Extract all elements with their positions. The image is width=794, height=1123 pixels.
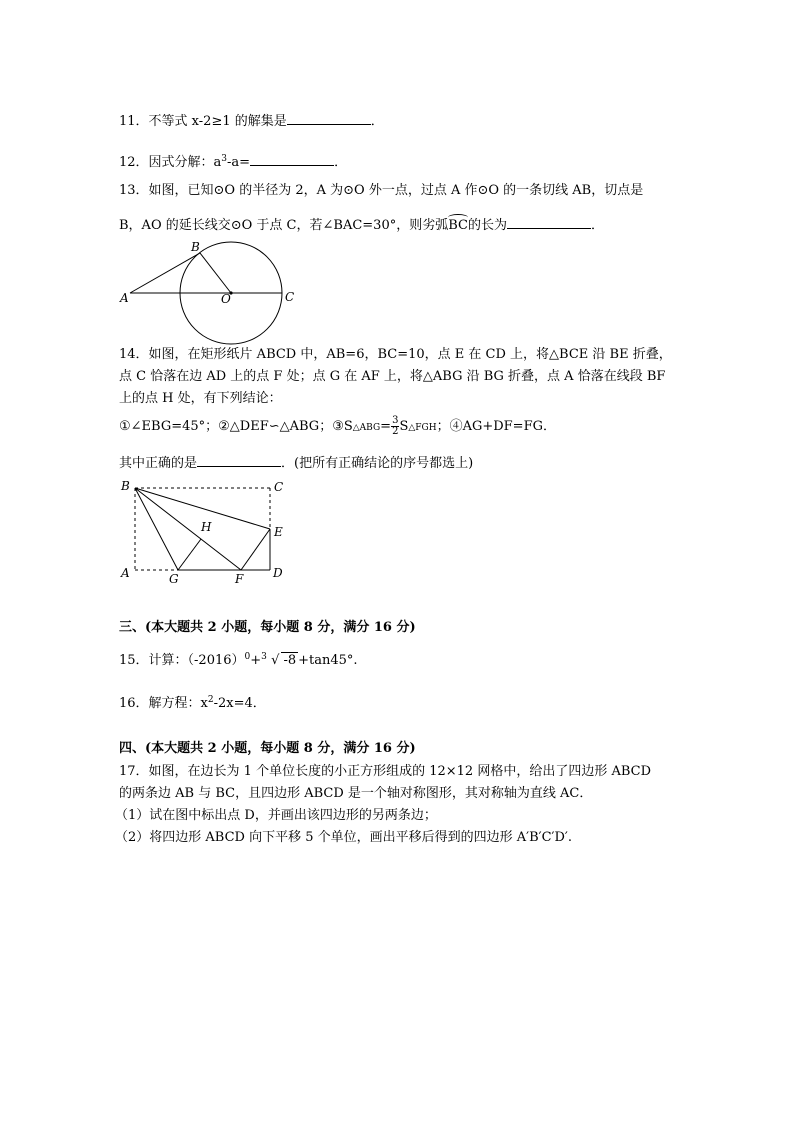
q12-exponent: 3 [221,154,228,164]
question-14-answer [119,452,473,473]
question-12 [119,150,347,172]
q14-s2: S [399,419,409,434]
segment-gh [178,539,201,570]
segment-fe [241,529,270,570]
q15-prefix: 15．计算：（-2016） [119,653,245,668]
q14-sub1: △ABG [352,423,381,433]
question-13-line1: 13．如图，已知⊙O 的半径为 2，A 为⊙O 外一点，过点 A 作⊙O 的一条切线 AB，切点是 [119,183,644,198]
q11-answer-blank[interactable] [287,110,371,125]
label-c: C [274,480,284,494]
q16-prefix: 16．解方程：x [119,696,208,711]
question-16 [119,691,266,713]
question-14-conclusions [119,416,556,439]
q12-end: ． [334,155,348,170]
question-13-line2 [119,214,604,235]
question-14-line2: 点 C 恰落在边 AD 上的点 F 处；点 G 在 AF 上，将△ABG 沿 BG 折叠，点 A 恰落在线段 BF [119,369,666,384]
q15-tail: +tan45°. [298,653,358,668]
question-17-line2: 的两条边 AB 与 BC，且四边形 ABCD 是一个轴对称图形，其对称轴为直线 AC． [119,786,593,801]
question-17-part2: （2）将四边形 ABCD 向下平移 5 个单位，画出平移后得到的四边形 A′B′C′D′. [115,830,573,845]
question-15 [119,648,358,670]
q11-end: ． [370,114,384,129]
q13-circle-figure [115,240,315,345]
q11-text: 11．不等式 x-2≥1 的解集是 [119,114,287,129]
label-a: A [120,291,129,305]
q14-answer-prefix: 其中正确的是 [119,456,198,471]
cube-root: 3 √ -8 [261,652,298,670]
label-b: B [121,479,130,493]
label-e: E [274,525,283,539]
q12-rest: -a= [227,155,251,170]
radius-ob [200,253,231,293]
q14-rectangle-figure [115,476,295,586]
fraction-numerator: 3 [392,415,399,426]
label-b: B [191,240,200,254]
q12-answer-blank[interactable] [250,151,334,166]
q13-line2-b: 的长为 [467,218,507,233]
label-f: F [235,572,244,586]
label-a: A [121,566,130,580]
q12-prefix: 12．因式分解：a [119,155,222,170]
q14-answer-suffix: ．(把所有正确结论的序号都选上) [281,456,474,471]
q14-c1: ①∠EBG=45°；②△DEF∽△ABG；③S [119,419,353,434]
q14-answer-blank[interactable] [197,452,281,467]
q15-plus: + [250,653,262,668]
q16-tail: -2x=4． [213,696,266,711]
label-d: D [273,566,283,580]
root-index: 3 [261,652,267,662]
question-14-line1: 14．如图，在矩形纸片 ABCD 中，AB=6，BC=10，点 E 在 CD 上，将△BCE 沿 BE 折叠， [119,347,672,362]
question-17-line1: 17．如图，在边长为 1 个单位长度的小正方形组成的 12×12 网格中，给出了四边形 ABCD [119,764,652,779]
label-o: O [221,292,231,306]
q13-line2-a: B，AO 的延长线交⊙O 于点 C，若∠BAC=30°，则劣弧 [119,218,449,233]
label-c: C [285,290,295,304]
question-14-line3: 上的点 H 处，有下列结论： [119,391,282,406]
q16-exponent: 2 [207,695,214,705]
q13-arc-bc: BC [448,218,468,233]
radicand: -8 [283,653,297,668]
section-4-heading: 四、(本大题共 2 小题，每小题 8 分，满分 16 分) [119,741,416,756]
q14-sub2: △FGH [408,423,437,433]
tangent-ab [130,253,200,293]
question-11 [119,110,384,131]
q13-end: ． [590,218,604,233]
label-h: H [201,520,212,534]
segment-bf [135,488,241,570]
q14-tail: ；④AG+DF=FG． [436,419,556,434]
fraction-denominator: 2 [392,426,399,437]
q15-exponent: 0 [244,652,251,662]
section-3-heading: 三、(本大题共 2 小题，每小题 8 分，满分 16 分) [119,620,416,635]
segment-bg [135,488,178,570]
label-g: G [169,572,179,586]
q14-eq: = [380,419,392,434]
q13-answer-blank[interactable] [507,214,591,229]
question-17-part1: （1）试在图中标出点 D，并画出该四边形的另两条边； [115,808,437,823]
